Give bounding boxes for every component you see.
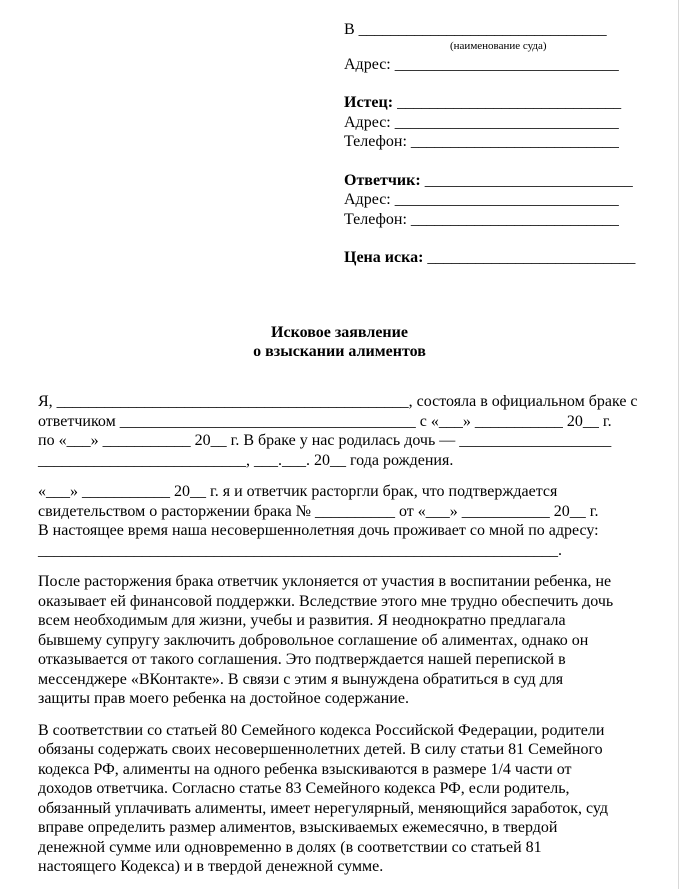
defendant-fill: __________________________ <box>420 171 633 189</box>
plaintiff-fill: ____________________________ <box>393 94 622 111</box>
addressee-block <box>344 20 664 268</box>
paragraph-marriage <box>38 392 658 470</box>
paragraph-evasion <box>38 572 658 709</box>
court-line: В _______________________________ <box>344 21 607 38</box>
claim-price-label: Цена иска: <box>344 249 424 266</box>
text-line: «___» ___________ 20__ г. я и ответчик расторгли брак, что подтверждается <box>38 483 558 500</box>
text-line: В соответствии со статьей 80 Семейного кодекса Российской Федерации, родители <box>38 721 605 739</box>
text-line: ответчиком _____________________________________ с «___» ___________ 20__ г. <box>38 412 612 430</box>
court-caption: (наименование суда) <box>450 39 547 52</box>
plaintiff-label: Истец: <box>344 94 394 111</box>
text-line: свидетельством о расторжении брака № __________ от «___» ___________ 20__ г. <box>38 502 599 520</box>
text-line: обязаны содержать своих несовершеннолетних детей. В силу статьи 81 Семейного <box>38 741 603 758</box>
text-line: оказывает ей финансовой поддержки. Вследствие этого мне трудно обеспечить дочь <box>38 592 614 610</box>
text-line: _________________________________________________________________. <box>38 541 562 559</box>
text-line: доходов ответчика. Согласно статье 83 Семейного кодекса РФ, если родитель, <box>38 780 570 797</box>
text-line: денежной сумме или одновременно в долях (в соответствии со статьей 81 <box>38 838 542 856</box>
text-line: мессенджере «ВКонтакте». В связи с этим я вынуждена обратиться в суд для <box>38 670 564 688</box>
claim-price-line <box>344 248 664 268</box>
document-body <box>38 392 658 889</box>
title-line-2: о взыскании алиментов <box>253 343 426 360</box>
defendant-address: Адрес: ____________________________ <box>344 191 619 208</box>
title-line-1: Исковое заявление <box>271 324 408 341</box>
text-line: __________________________, ___.___. 20__ года рождения. <box>38 451 454 469</box>
text-line: После расторжения брака ответчик уклоняется от участия в воспитании ребенка, не <box>38 573 612 590</box>
text-line: кодекса РФ, алименты на одного ребенка взыскиваются в размере 1/4 части от <box>38 760 572 778</box>
text-line: настоящего Кодекса) и в твердой денежной сумме. <box>38 858 384 875</box>
paragraph-divorce <box>38 482 658 560</box>
text-line: В настоящее время наша несовершеннолетняя дочь проживает со мной по адресу: <box>38 522 599 539</box>
plaintiff-line <box>344 93 664 113</box>
text-line: Я, ____________________________________________, состояла в официальном браке с <box>38 393 638 410</box>
paragraph-legal-basis <box>38 721 658 877</box>
defendant-line <box>344 171 664 191</box>
text-line: обязанный уплачивать алименты, имеет нерегулярный, меняющийся заработок, суд <box>38 799 608 817</box>
text-line: всем необходимым для жизни, учебы и развития. Я неоднократно предлагала <box>38 612 566 629</box>
text-line: вправе определить размер алиментов, взыскиваемых ежемесячно, в твердой <box>38 819 558 836</box>
text-line: по «___» ___________ 20__ г. В браке у нас родилась дочь — ___________________ <box>38 432 612 449</box>
defendant-label: Ответчик: <box>344 171 421 189</box>
defendant-phone: Телефон: __________________________ <box>344 210 619 228</box>
document-title <box>0 323 679 361</box>
text-line: отказывается от такого соглашения. Это подтверждается нашей перепиской в <box>38 651 566 668</box>
text-line: бывшему супругу заключить добровольное соглашение об алиментах, однако он <box>38 631 589 649</box>
plaintiff-address: Адрес: ____________________________ <box>344 113 619 131</box>
court-address: Адрес: ____________________________ <box>344 55 619 73</box>
claim-price-fill: __________________________ <box>423 249 636 266</box>
text-line: защиты прав моего ребенка на достойное содержание. <box>38 690 409 707</box>
plaintiff-phone: Телефон: __________________________ <box>344 133 619 150</box>
